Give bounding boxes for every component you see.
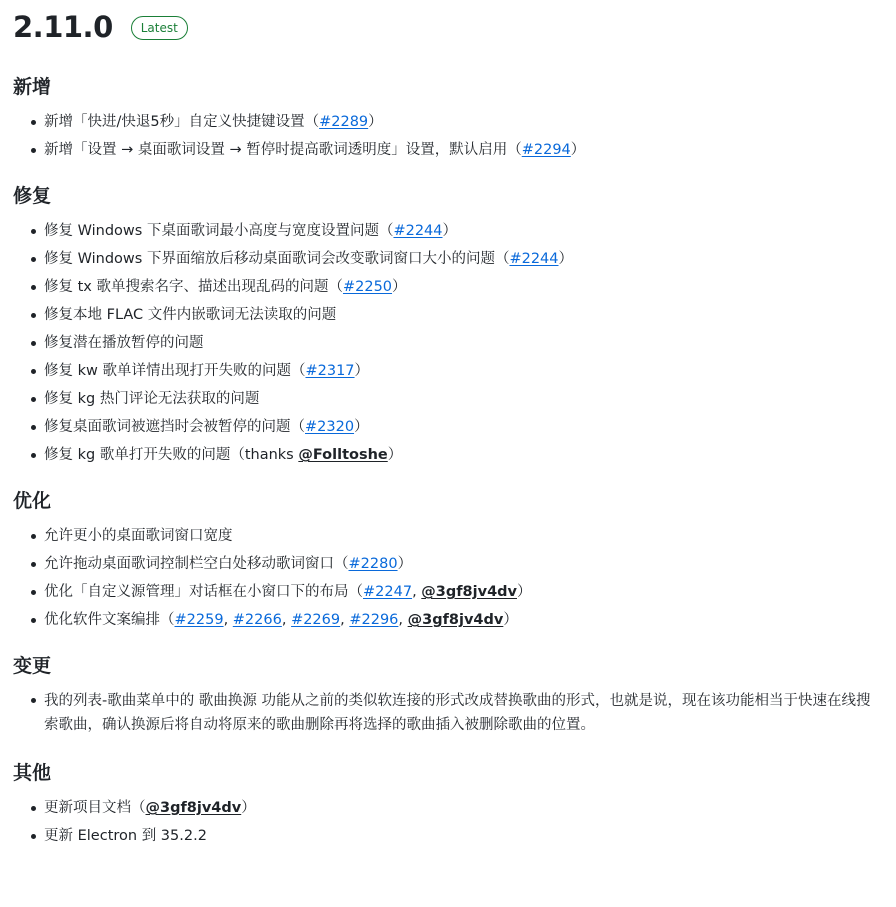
issue-link[interactable]: #2269: [291, 612, 341, 628]
list-item: 允许更小的桌面歌词窗口宽度: [13, 522, 882, 550]
issue-link[interactable]: #2247: [363, 584, 413, 600]
issue-link[interactable]: #2296: [349, 612, 399, 628]
list-changed: [13, 687, 882, 739]
user-mention-link[interactable]: @Folltoshe: [298, 447, 388, 463]
section-title-added: 新增: [13, 76, 52, 98]
issue-link[interactable]: #2266: [232, 612, 282, 628]
section-added: [13, 74, 882, 164]
issue-link[interactable]: #2317: [305, 363, 355, 379]
user-mention-link[interactable]: @3gf8jv4dv: [145, 800, 242, 816]
list-item: 更新 Electron 到 35.2.2: [13, 822, 882, 850]
list-item: 我的列表-歌曲菜单中的 歌曲换源 功能从之前的类似软连接的形式改成替换歌曲的形式，也就是说，现在该功能相当于快速在线搜索歌曲，确认换源后将自动将原来的歌曲删除再将选择的歌曲插入被删除歌曲的位置。: [13, 687, 882, 739]
section-optimized: [13, 488, 882, 634]
list-other: [13, 794, 882, 850]
issue-link[interactable]: #2244: [509, 251, 559, 267]
release-header: [13, 6, 882, 48]
list-item: 修复本地 FLAC 文件内嵌歌词无法读取的问题: [13, 301, 882, 329]
list-optimized: [13, 522, 882, 634]
issue-link[interactable]: #2294: [521, 142, 571, 158]
user-mention-link[interactable]: @3gf8jv4dv: [407, 612, 504, 628]
user-mention-link[interactable]: @3gf8jv4dv: [421, 584, 517, 600]
section-other: [13, 760, 882, 850]
list-item: 更新项目文档（@3gf8jv4dv）: [13, 794, 882, 822]
list-item: 优化「自定义源管理」对话框在小窗口下的布局（#2247, @3gf8jv4dv）: [13, 578, 882, 606]
issue-link[interactable]: #2289: [319, 114, 369, 130]
list-item: 修复桌面歌词被遮挡时会被暂停的问题（#2320）: [13, 413, 882, 441]
list-item: 修复 Windows 下桌面歌词最小高度与宽度设置问题（#2244）: [13, 217, 882, 245]
section-title-fixes: 修复: [13, 185, 52, 207]
issue-link[interactable]: #2280: [348, 556, 398, 572]
issue-link[interactable]: #2320: [305, 419, 355, 435]
list-added: [13, 108, 882, 164]
latest-badge: Latest: [131, 16, 188, 40]
section-title-other: 其他: [13, 762, 52, 784]
list-item: 修复 tx 歌单搜索名字、描述出现乱码的问题（#2250）: [13, 273, 882, 301]
list-item: 优化软件文案编排（#2259, #2266, #2269, #2296, @3gf8jv4dv）: [13, 606, 882, 634]
issue-link[interactable]: #2244: [393, 223, 443, 239]
list-item: 新增「快进/快退5秒」自定义快捷键设置（#2289）: [13, 108, 882, 136]
section-fixes: [13, 183, 882, 469]
list-item: 允许拖动桌面歌词控制栏空白处移动歌词窗口（#2280）: [13, 550, 882, 578]
section-title-changed: 变更: [13, 655, 52, 677]
list-item: 修复 Windows 下界面缩放后移动桌面歌词会改变歌词窗口大小的问题（#2244）: [13, 245, 882, 273]
list-item: 修复 kg 歌单打开失败的问题（thanks @Folltoshe）: [13, 441, 882, 469]
release-version: 2.11.0: [13, 10, 113, 44]
list-fixes: [13, 217, 882, 469]
issue-link[interactable]: #2259: [174, 612, 224, 628]
list-item: 新增「设置 → 桌面歌词设置 → 暂停时提高歌词透明度」设置，默认启用（#2294）: [13, 136, 882, 164]
section-title-optimized: 优化: [13, 490, 52, 512]
list-item: 修复潜在播放暂停的问题: [13, 329, 882, 357]
issue-link[interactable]: #2250: [342, 279, 393, 295]
section-changed: [13, 653, 882, 739]
list-item: 修复 kw 歌单详情出现打开失败的问题（#2317）: [13, 357, 882, 385]
list-item: 修复 kg 热门评论无法获取的问题: [13, 385, 882, 413]
